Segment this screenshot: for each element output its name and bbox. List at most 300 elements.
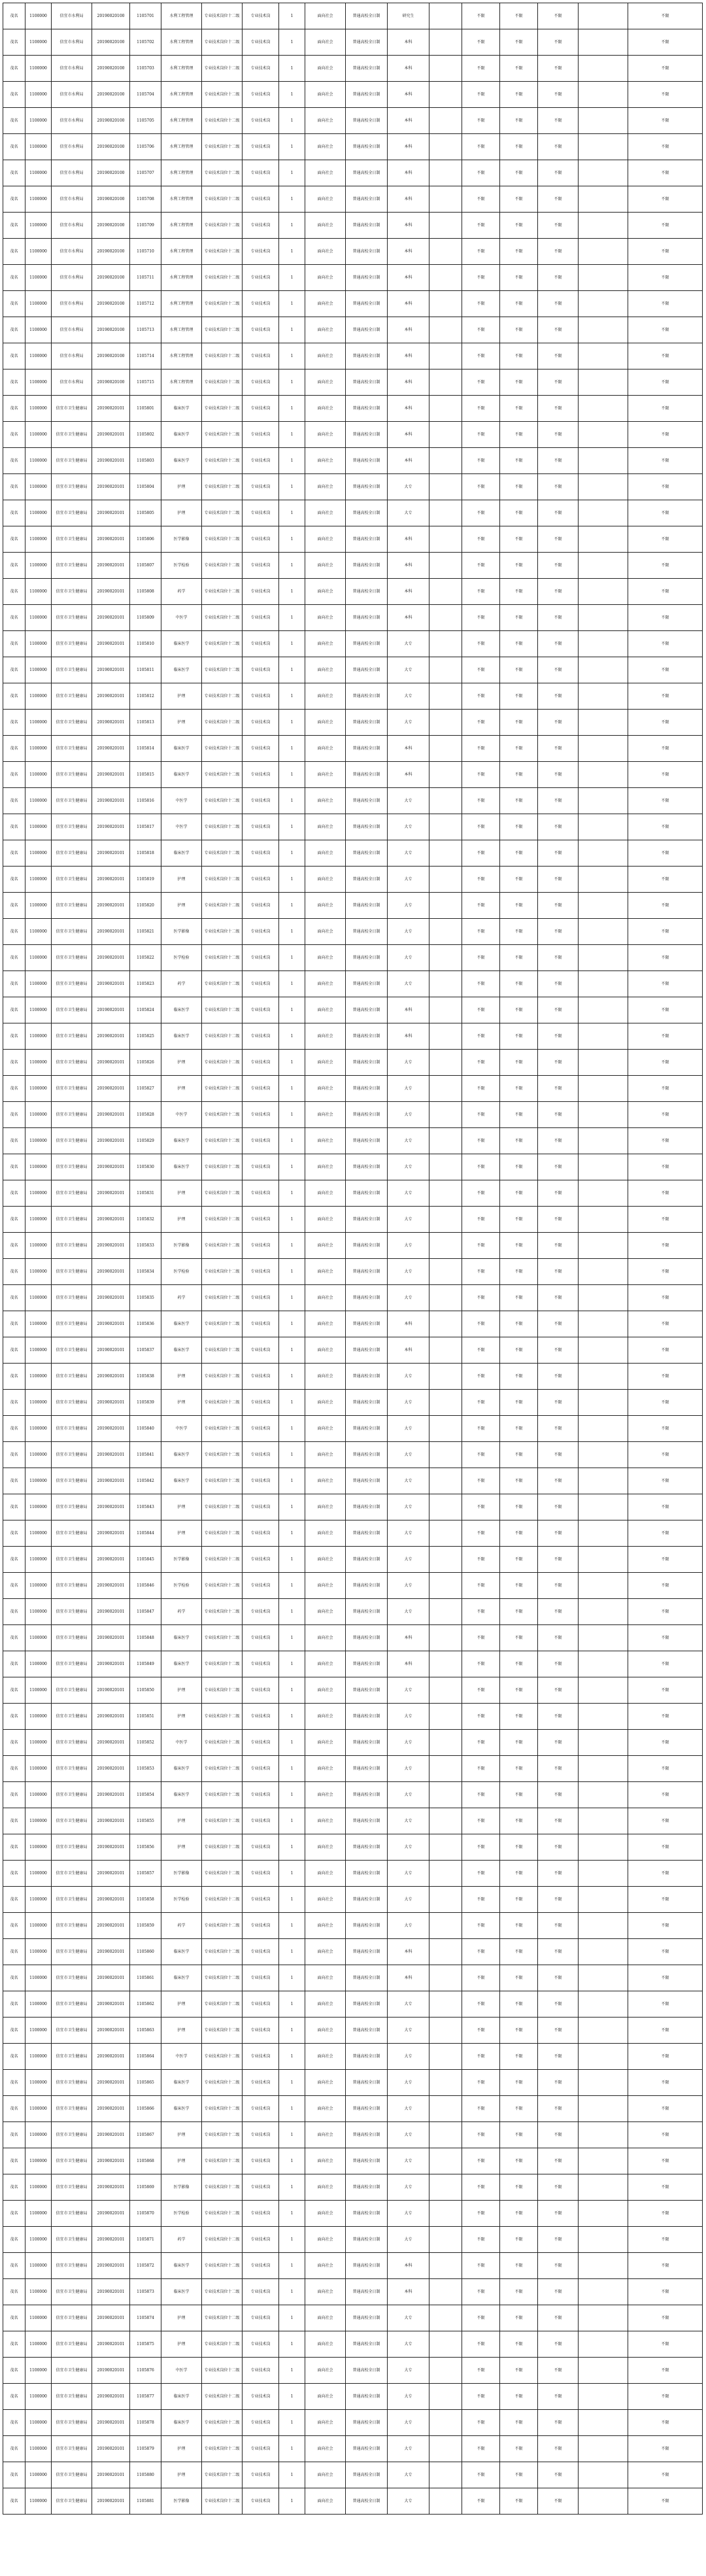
- table-cell: 不限: [500, 2305, 538, 2331]
- table-cell: 信宜市水利局: [52, 239, 92, 265]
- table-cell: 专业技术岗位十二级: [202, 1102, 243, 1128]
- table-cell: 中医学: [161, 2358, 202, 2384]
- table-cell: 1: [279, 134, 305, 160]
- table-cell: 专业技术岗: [243, 1494, 279, 1520]
- table-cell: 不限: [628, 2488, 703, 2515]
- table-cell: 本科: [388, 1965, 429, 1991]
- table-cell: 1105711: [130, 265, 161, 291]
- table-cell: 不限: [500, 1050, 538, 1076]
- table-cell: [429, 1023, 462, 1050]
- table-cell: 临床医学: [161, 2384, 202, 2410]
- table-cell: 1: [279, 1390, 305, 1416]
- table-cell: 专业技术岗: [243, 3, 279, 29]
- table-cell: 1105809: [130, 605, 161, 631]
- table-cell: 20190020100: [92, 213, 130, 239]
- table-cell: 20190020101: [92, 1259, 130, 1285]
- table-cell: 1100000: [25, 1782, 52, 1808]
- table-cell: 大专: [388, 1887, 429, 1913]
- table-cell: 1: [279, 1102, 305, 1128]
- table-cell: 专业技术岗: [243, 1023, 279, 1050]
- table-cell: 20190020101: [92, 1128, 130, 1154]
- table-cell: 面向社会: [305, 317, 346, 343]
- table-cell: 不限: [462, 3, 500, 29]
- table-cell: 茂名: [3, 265, 25, 291]
- table-cell: 不限: [628, 579, 703, 605]
- table-cell: [579, 1494, 628, 1520]
- table-cell: 水利工程管理: [161, 317, 202, 343]
- table-cell: 1105830: [130, 1154, 161, 1180]
- table-cell: 专业技术岗: [243, 1834, 279, 1861]
- table-cell: 面向社会: [305, 1599, 346, 1625]
- table-cell: 不限: [538, 526, 579, 553]
- table-row: [3, 1913, 703, 1939]
- table-cell: 普通高校全日制: [346, 657, 388, 683]
- table-cell: 1105834: [130, 1259, 161, 1285]
- table-cell: 1100000: [25, 1416, 52, 1442]
- table-cell: 普通高校全日制: [346, 396, 388, 422]
- table-cell: [579, 1520, 628, 1547]
- table-cell: 不限: [462, 1704, 500, 1730]
- table-row: [3, 2122, 703, 2148]
- table-cell: [429, 1939, 462, 1965]
- table-cell: [429, 3, 462, 29]
- table-cell: 信宜市水利局: [52, 291, 92, 317]
- table-cell: 茂名: [3, 2070, 25, 2096]
- table-cell: 信宜市卫生健康局: [52, 500, 92, 526]
- table-cell: 1100000: [25, 3, 52, 29]
- table-cell: 不限: [462, 1390, 500, 1416]
- table-cell: 普通高校全日制: [346, 422, 388, 448]
- table-row: [3, 2384, 703, 2410]
- table-cell: 1105850: [130, 1677, 161, 1704]
- table-cell: 不限: [500, 1102, 538, 1128]
- table-cell: 1105847: [130, 1599, 161, 1625]
- table-cell: 20190020100: [92, 317, 130, 343]
- table-cell: [579, 2253, 628, 2279]
- table-cell: 面向社会: [305, 2148, 346, 2174]
- table-cell: 1: [279, 317, 305, 343]
- table-cell: 信宜市卫生健康局: [52, 1573, 92, 1599]
- table-cell: 1105844: [130, 1520, 161, 1547]
- table-cell: 水利工程管理: [161, 82, 202, 108]
- table-cell: 不限: [500, 2201, 538, 2227]
- table-cell: 茂名: [3, 657, 25, 683]
- table-cell: 信宜市卫生健康局: [52, 1023, 92, 1050]
- table-cell: 20190020101: [92, 500, 130, 526]
- table-cell: 不限: [462, 2410, 500, 2436]
- table-cell: 不限: [538, 1651, 579, 1677]
- table-cell: [579, 2018, 628, 2044]
- table-cell: [429, 474, 462, 500]
- table-cell: 1100000: [25, 2305, 52, 2331]
- table-cell: 本科: [388, 553, 429, 579]
- table-cell: 不限: [538, 2227, 579, 2253]
- table-cell: 不限: [462, 213, 500, 239]
- table-cell: 不限: [538, 762, 579, 788]
- table-cell: 本科: [388, 160, 429, 186]
- table-cell: 不限: [500, 1913, 538, 1939]
- table-cell: 普通高校全日制: [346, 945, 388, 971]
- table-cell: [579, 1677, 628, 1704]
- table-cell: [429, 2018, 462, 2044]
- table-row: [3, 1337, 703, 1364]
- table-cell: [429, 2279, 462, 2305]
- table-cell: [579, 1599, 628, 1625]
- table-cell: 不限: [500, 945, 538, 971]
- table-cell: 专业技术岗: [243, 265, 279, 291]
- table-cell: [579, 2122, 628, 2148]
- table-cell: 20190020101: [92, 396, 130, 422]
- table-cell: 护理: [161, 1494, 202, 1520]
- table-cell: 1105703: [130, 56, 161, 82]
- table-cell: 不限: [538, 1233, 579, 1259]
- table-cell: 面向社会: [305, 1364, 346, 1390]
- table-cell: 不限: [462, 1364, 500, 1390]
- table-cell: 1105802: [130, 422, 161, 448]
- table-cell: 面向社会: [305, 1991, 346, 2018]
- table-cell: 专业技术岗: [243, 762, 279, 788]
- table-cell: 面向社会: [305, 1494, 346, 1520]
- table-cell: [579, 631, 628, 657]
- table-row: [3, 56, 703, 82]
- table-cell: 1100000: [25, 1285, 52, 1311]
- table-cell: 茂名: [3, 239, 25, 265]
- table-cell: 不限: [538, 239, 579, 265]
- table-cell: 普通高校全日制: [346, 736, 388, 762]
- table-cell: 1105804: [130, 474, 161, 500]
- table-cell: 不限: [538, 997, 579, 1023]
- table-cell: 大专: [388, 2488, 429, 2515]
- table-cell: 1: [279, 1599, 305, 1625]
- table-cell: 面向社会: [305, 396, 346, 422]
- table-cell: [579, 710, 628, 736]
- table-cell: 1100000: [25, 1050, 52, 1076]
- table-cell: 20190020101: [92, 997, 130, 1023]
- table-cell: 专业技术岗: [243, 840, 279, 867]
- table-cell: 1100000: [25, 1677, 52, 1704]
- table-cell: 1105712: [130, 291, 161, 317]
- table-cell: 茂名: [3, 1416, 25, 1442]
- table-cell: 专业技术岗: [243, 997, 279, 1023]
- table-cell: 不限: [500, 2358, 538, 2384]
- table-row: [3, 82, 703, 108]
- table-cell: 专业技术岗: [243, 971, 279, 997]
- table-cell: 1105881: [130, 2488, 161, 2515]
- table-cell: 茂名: [3, 1782, 25, 1808]
- table-cell: [429, 1651, 462, 1677]
- table-cell: 20190020101: [92, 2070, 130, 2096]
- table-cell: 不限: [462, 553, 500, 579]
- table-row: [3, 1128, 703, 1154]
- table-cell: 专业技术岗位十二级: [202, 2122, 243, 2148]
- table-cell: 茂名: [3, 1677, 25, 1704]
- table-cell: 水利工程管理: [161, 239, 202, 265]
- table-cell: 1100000: [25, 56, 52, 82]
- table-cell: 1: [279, 1442, 305, 1468]
- table-cell: [579, 2462, 628, 2488]
- table-cell: 普通高校全日制: [346, 2148, 388, 2174]
- table-cell: 面向社会: [305, 1442, 346, 1468]
- table-cell: 普通高校全日制: [346, 1704, 388, 1730]
- table-cell: 面向社会: [305, 1468, 346, 1494]
- table-cell: [579, 2279, 628, 2305]
- table-cell: 不限: [538, 2358, 579, 2384]
- table-cell: 面向社会: [305, 291, 346, 317]
- table-cell: 1100000: [25, 82, 52, 108]
- table-cell: 不限: [500, 1128, 538, 1154]
- table-cell: 医学影像: [161, 1547, 202, 1573]
- table-cell: 1105867: [130, 2122, 161, 2148]
- table-cell: 面向社会: [305, 1520, 346, 1547]
- table-cell: 专业技术岗: [243, 1547, 279, 1573]
- table-cell: 面向社会: [305, 1154, 346, 1180]
- table-cell: 临床医学: [161, 840, 202, 867]
- table-cell: 1105860: [130, 1939, 161, 1965]
- table-cell: 不限: [500, 448, 538, 474]
- table-cell: 大专: [388, 2384, 429, 2410]
- table-cell: 普通高校全日制: [346, 1468, 388, 1494]
- table-cell: 本科: [388, 736, 429, 762]
- table-row: [3, 1625, 703, 1651]
- table-cell: 不限: [500, 291, 538, 317]
- table-cell: 不限: [462, 1442, 500, 1468]
- table-cell: [579, 683, 628, 710]
- table-cell: 不限: [538, 56, 579, 82]
- table-cell: 1: [279, 2358, 305, 2384]
- table-row: [3, 317, 703, 343]
- table-cell: 1105863: [130, 2018, 161, 2044]
- table-cell: 不限: [538, 1207, 579, 1233]
- table-cell: 1: [279, 1285, 305, 1311]
- table-cell: 1: [279, 1704, 305, 1730]
- table-cell: 不限: [538, 2410, 579, 2436]
- table-cell: 面向社会: [305, 1547, 346, 1573]
- table-cell: 茂名: [3, 186, 25, 213]
- table-cell: 不限: [462, 1494, 500, 1520]
- table-cell: 普通高校全日制: [346, 317, 388, 343]
- table-cell: [429, 1233, 462, 1259]
- table-cell: 茂名: [3, 1468, 25, 1494]
- table-cell: 专业技术岗位十二级: [202, 683, 243, 710]
- table-cell: 大专: [388, 814, 429, 840]
- table-cell: [429, 945, 462, 971]
- table-cell: [579, 1285, 628, 1311]
- table-cell: 不限: [628, 1520, 703, 1547]
- table-cell: 茂名: [3, 2331, 25, 2358]
- table-cell: 1105817: [130, 814, 161, 840]
- table-cell: 1100000: [25, 1154, 52, 1180]
- table-cell: 茂名: [3, 29, 25, 56]
- table-cell: 信宜市卫生健康局: [52, 788, 92, 814]
- table-cell: 大专: [388, 2358, 429, 2384]
- table-cell: 1105707: [130, 160, 161, 186]
- table-cell: 不限: [628, 265, 703, 291]
- table-cell: 不限: [538, 1154, 579, 1180]
- table-cell: [579, 1991, 628, 2018]
- table-cell: 信宜市卫生健康局: [52, 997, 92, 1023]
- table-cell: 不限: [538, 291, 579, 317]
- table-cell: 茂名: [3, 396, 25, 422]
- table-cell: 1: [279, 1023, 305, 1050]
- table-cell: 1100000: [25, 1076, 52, 1102]
- table-cell: 不限: [538, 1834, 579, 1861]
- table-row: [3, 186, 703, 213]
- table-cell: 医学检验: [161, 2201, 202, 2227]
- table-cell: 专业技术岗: [243, 814, 279, 840]
- table-cell: 不限: [628, 1599, 703, 1625]
- table-cell: 20190020101: [92, 1102, 130, 1128]
- table-cell: 1: [279, 1651, 305, 1677]
- table-cell: 茂名: [3, 1259, 25, 1285]
- table-cell: 普通高校全日制: [346, 1233, 388, 1259]
- table-cell: 1100000: [25, 29, 52, 56]
- table-row: [3, 710, 703, 736]
- table-cell: 不限: [462, 710, 500, 736]
- table-cell: 茂名: [3, 1128, 25, 1154]
- table-cell: 20190020101: [92, 631, 130, 657]
- table-cell: 信宜市水利局: [52, 82, 92, 108]
- table-cell: 大专: [388, 1154, 429, 1180]
- table-cell: 专业技术岗: [243, 2122, 279, 2148]
- table-row: [3, 1651, 703, 1677]
- table-cell: 不限: [462, 1468, 500, 1494]
- table-cell: [429, 239, 462, 265]
- table-cell: 大专: [388, 1991, 429, 2018]
- table-cell: 水利工程管理: [161, 265, 202, 291]
- table-cell: [579, 2044, 628, 2070]
- table-cell: 20190020101: [92, 971, 130, 997]
- table-cell: 专业技术岗位十二级: [202, 1494, 243, 1520]
- table-cell: 中医学: [161, 2044, 202, 2070]
- table-cell: 面向社会: [305, 840, 346, 867]
- table-cell: 茂名: [3, 2044, 25, 2070]
- table-cell: 1: [279, 1311, 305, 1337]
- table-cell: 信宜市卫生健康局: [52, 1390, 92, 1416]
- table-cell: [579, 814, 628, 840]
- table-cell: 1100000: [25, 265, 52, 291]
- table-cell: 不限: [628, 1651, 703, 1677]
- table-cell: 护理: [161, 2148, 202, 2174]
- table-cell: 不限: [538, 213, 579, 239]
- table-cell: 1105841: [130, 1442, 161, 1468]
- table-cell: 护理: [161, 2331, 202, 2358]
- table-cell: [429, 1913, 462, 1939]
- table-cell: 专业技术岗: [243, 631, 279, 657]
- table-cell: 1100000: [25, 945, 52, 971]
- table-cell: 1105865: [130, 2070, 161, 2096]
- table-cell: 不限: [538, 945, 579, 971]
- table-cell: 不限: [462, 1913, 500, 1939]
- table-cell: 1: [279, 108, 305, 134]
- table-cell: 1100000: [25, 186, 52, 213]
- table-cell: 20190020101: [92, 1442, 130, 1468]
- table-cell: 专业技术岗: [243, 1913, 279, 1939]
- table-cell: 专业技术岗: [243, 1677, 279, 1704]
- table-cell: 20190020101: [92, 1311, 130, 1337]
- table-cell: 面向社会: [305, 1180, 346, 1207]
- table-cell: 1100000: [25, 213, 52, 239]
- table-cell: 不限: [628, 945, 703, 971]
- table-cell: 1100000: [25, 1102, 52, 1128]
- table-cell: 1105852: [130, 1730, 161, 1756]
- table-cell: 1: [279, 893, 305, 919]
- table-cell: 信宜市水利局: [52, 317, 92, 343]
- table-cell: 20190020101: [92, 710, 130, 736]
- table-cell: 不限: [628, 840, 703, 867]
- table-cell: [579, 1547, 628, 1573]
- table-cell: 大专: [388, 2044, 429, 2070]
- table-cell: 茂名: [3, 1050, 25, 1076]
- table-cell: 不限: [462, 317, 500, 343]
- table-cell: [429, 2331, 462, 2358]
- table-cell: [579, 422, 628, 448]
- table-cell: 1105812: [130, 683, 161, 710]
- table-cell: 1105846: [130, 1573, 161, 1599]
- table-row: [3, 1442, 703, 1468]
- table-cell: 专业技术岗位十二级: [202, 945, 243, 971]
- table-cell: 水利工程管理: [161, 213, 202, 239]
- table-cell: 专业技术岗位十二级: [202, 971, 243, 997]
- table-cell: 不限: [628, 317, 703, 343]
- table-cell: 中医学: [161, 1730, 202, 1756]
- table-cell: 普通高校全日制: [346, 1913, 388, 1939]
- table-cell: 信宜市卫生健康局: [52, 2148, 92, 2174]
- table-cell: 专业技术岗位十二级: [202, 867, 243, 893]
- table-cell: 不限: [538, 448, 579, 474]
- table-cell: 茂名: [3, 160, 25, 186]
- table-cell: 大专: [388, 1520, 429, 1547]
- table-cell: 护理: [161, 1808, 202, 1834]
- table-cell: 20190020101: [92, 1782, 130, 1808]
- table-cell: 不限: [462, 1887, 500, 1913]
- table-cell: 1100000: [25, 1259, 52, 1285]
- table-cell: 不限: [500, 997, 538, 1023]
- table-cell: 面向社会: [305, 1023, 346, 1050]
- table-cell: [579, 2410, 628, 2436]
- table-cell: 专业技术岗: [243, 919, 279, 945]
- table-cell: 不限: [500, 1416, 538, 1442]
- table-cell: 专业技术岗位十二级: [202, 1259, 243, 1285]
- table-cell: 信宜市卫生健康局: [52, 1520, 92, 1547]
- table-cell: 不限: [500, 1625, 538, 1651]
- table-cell: 专业技术岗: [243, 1651, 279, 1677]
- table-cell: 不限: [628, 2331, 703, 2358]
- table-row: [3, 1756, 703, 1782]
- table-cell: 茂名: [3, 1861, 25, 1887]
- table-cell: 专业技术岗: [243, 343, 279, 369]
- table-cell: 1: [279, 1965, 305, 1991]
- table-cell: 1100000: [25, 1913, 52, 1939]
- table-cell: 1105808: [130, 579, 161, 605]
- table-cell: 面向社会: [305, 997, 346, 1023]
- table-cell: 不限: [500, 369, 538, 396]
- table-cell: 1: [279, 1416, 305, 1442]
- table-cell: 茂名: [3, 1520, 25, 1547]
- table-cell: 不限: [538, 1128, 579, 1154]
- table-cell: 1: [279, 396, 305, 422]
- table-cell: [579, 762, 628, 788]
- table-row: [3, 945, 703, 971]
- table-cell: 不限: [500, 2488, 538, 2515]
- table-cell: 专业技术岗: [243, 1861, 279, 1887]
- table-cell: 普通高校全日制: [346, 2253, 388, 2279]
- table-cell: 不限: [500, 2253, 538, 2279]
- table-cell: 大专: [388, 2227, 429, 2253]
- table-row: [3, 2201, 703, 2227]
- table-cell: 不限: [500, 29, 538, 56]
- table-cell: 不限: [500, 1311, 538, 1337]
- table-cell: 20190020101: [92, 1965, 130, 1991]
